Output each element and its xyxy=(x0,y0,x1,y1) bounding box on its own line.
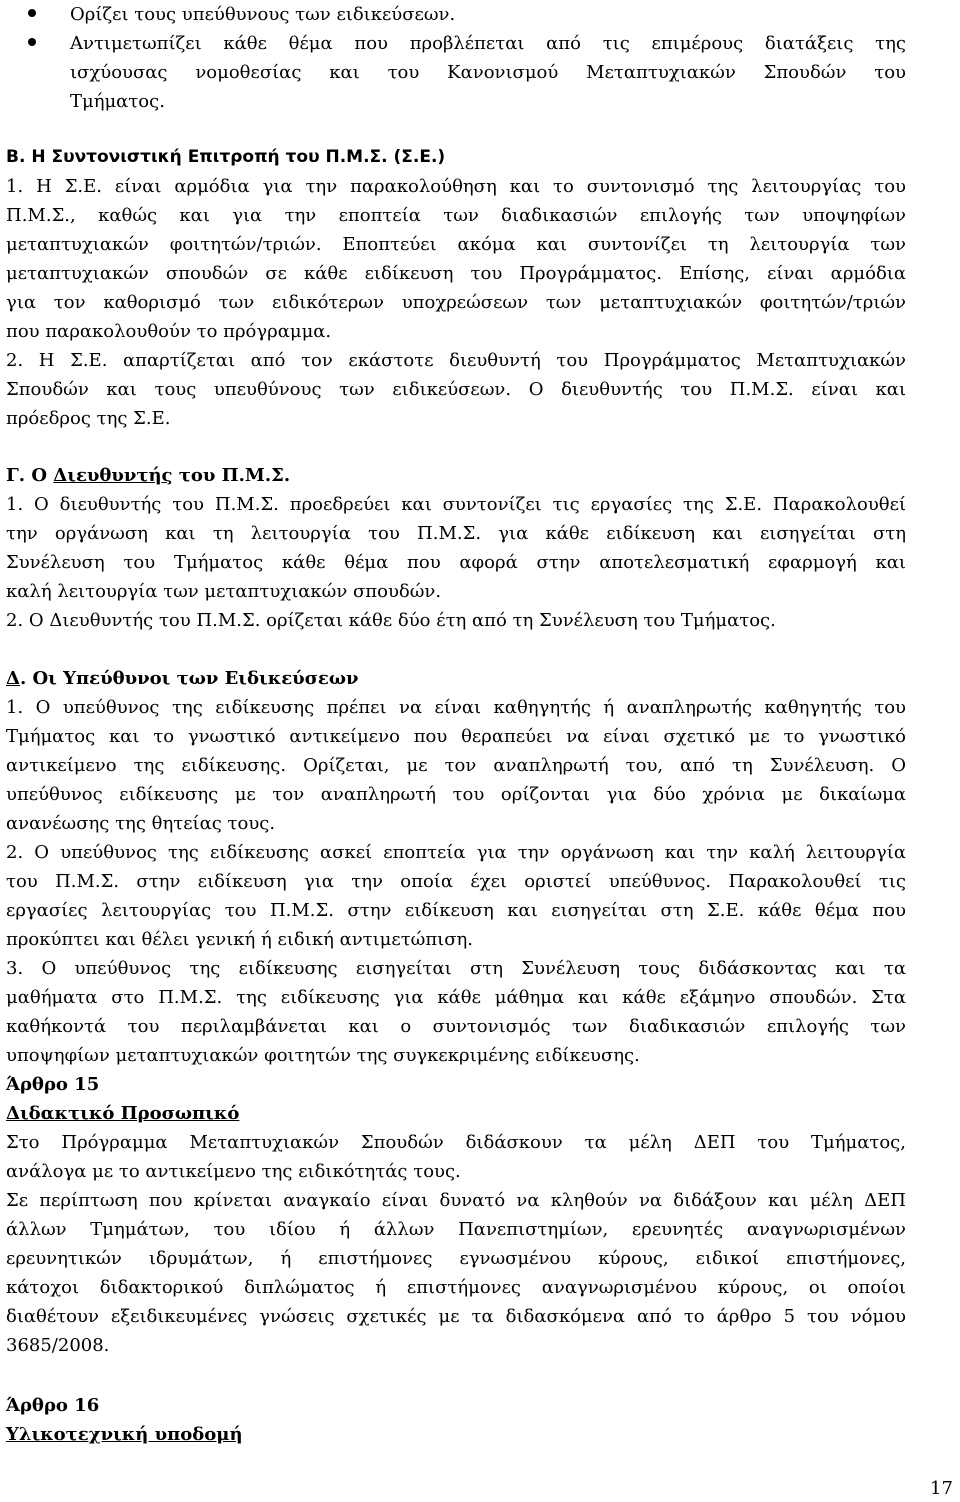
section-g-heading: Γ. Ο Διευθυντής του Π.Μ.Σ. xyxy=(6,465,291,486)
paragraph-line: Π.Μ.Σ., καθώς και για την εποπτεία των διαδικασιών επιλογής των υποψηφίων xyxy=(6,205,906,226)
article-15-subtitle: Διδακτικό Προσωπικό xyxy=(6,1103,240,1124)
paragraph-line: Σε περίπτωση που κρίνεται αναγκαίο είναι δυνατό να κληθούν να διδάξουν και μέλη ΔΕΠ xyxy=(6,1190,906,1211)
paragraph-line: Τμήματος και το γνωστικό αντικείμενο που θεραπεύει να είναι σχετικό με το γνωστικό xyxy=(6,726,906,747)
paragraph-line: Συνέλευση του Τμήματος κάθε θέμα που αφορά στην αποτελεσματική εφαρμογή και xyxy=(6,552,906,573)
paragraph-line: ανάλογα με το αντικείμενο της ειδικότητάς τους. xyxy=(6,1161,461,1182)
paragraph-line: 2. Ο υπεύθυνος της ειδίκευσης ασκεί εποπτεία για την οργάνωση και την καλή λειτουργία xyxy=(6,842,906,863)
paragraph-line: μεταπτυχιακών σπουδών σε κάθε ειδίκευση του Προγράμματος. Επίσης, είναι αρμόδια xyxy=(6,263,906,284)
paragraph-line: Στο Πρόγραμμα Μεταπτυχιακών Σπουδών διδάσκουν τα μέλη ΔΕΠ του Τμήματος, xyxy=(6,1132,906,1153)
paragraph-line: 2. Ο Διευθυντής του Π.Μ.Σ. ορίζεται κάθε δύο έτη από τη Συνέλευση του Τμήματος. xyxy=(6,610,776,631)
paragraph-line: καλή λειτουργία των μεταπτυχιακών σπουδών. xyxy=(6,581,442,602)
paragraph-line: 2. Η Σ.Ε. απαρτίζεται από τον εκάστοτε διευθυντή του Προγράμματος Μεταπτυχιακών xyxy=(6,350,906,371)
paragraph-line: πρόεδρος της Σ.Ε. xyxy=(6,408,171,429)
paragraph-line: την οργάνωση και τη λειτουργία του Π.Μ.Σ. για κάθε ειδίκευση και εισηγείται στη xyxy=(6,523,906,544)
paragraph-line: άλλων Τμημάτων, του ιδίου ή άλλων Πανεπιστημίων, ερευνητές αναγνωρισμένων xyxy=(6,1219,906,1240)
bullet-item-2-line-1: Αντιμετωπίζει κάθε θέμα που προβλέπεται από τις επιμέρους διατάξεις της xyxy=(70,33,906,54)
paragraph-line: 1. Ο διευθυντής του Π.Μ.Σ. προεδρεύει και συντονίζει τις εργασίες της Σ.Ε. Παρακολουθεί xyxy=(6,494,906,515)
paragraph-line: 3. Ο υπεύθυνος της ειδίκευσης εισηγείται στη Συνέλευση τους διδάσκοντας και τα xyxy=(6,958,906,979)
section-d-heading: Δ. Οι Υπεύθυνοι των Ειδικεύσεων xyxy=(6,668,359,689)
paragraph-line: του Π.Μ.Σ. στην ειδίκευση για την οποία έχει οριστεί υπεύθυνος. Παρακολουθεί τις xyxy=(6,871,906,892)
paragraph-line: υποψηφίων μεταπτυχιακών φοιτητών της συγκεκριμένης ειδίκευσης. xyxy=(6,1045,640,1066)
paragraph-line: μαθήματα στο Π.Μ.Σ. της ειδίκευσης για κάθε μάθημα και κάθε εξάμηνο σπουδών. Στα xyxy=(6,987,906,1008)
section-b-heading: Β. Η Συντονιστική Επιτροπή του Π.Μ.Σ. (Σ.Ε.) xyxy=(6,147,446,167)
paragraph-line: διαθέτουν εξειδικευμένες γνώσεις σχετικές με τα διδασκόμενα από το άρθρο 5 του νόμου xyxy=(6,1306,906,1327)
paragraph-line: που παρακολουθούν το πρόγραμμα. xyxy=(6,321,332,342)
paragraph-line: μεταπτυχιακών φοιτητών/τριών. Εποπτεύει ακόμα και συντονίζει τη λειτουργία των xyxy=(6,234,906,255)
paragraph-line: Σπουδών και τους υπευθύνους των ειδικεύσεων. Ο διευθυντής του Π.Μ.Σ. είναι και xyxy=(6,379,906,400)
paragraph-line: ανανέωσης της θητείας τους. xyxy=(6,813,276,834)
bullet-item-2-line-2: ισχύουσας νομοθεσίας και του Κανονισμού Μεταπτυχιακών Σπουδών του xyxy=(70,62,906,83)
paragraph-line: καθήκοντά του περιλαμβάνεται και ο συντονισμός των διαδικασιών επιλογής των xyxy=(6,1016,906,1037)
paragraph-line: αντικείμενο της ειδίκευσης. Ορίζεται, με τον αναπληρωτή του, από τη Συνέλευση. Ο xyxy=(6,755,906,776)
article-16-subtitle: Υλικοτεχνική υποδομή xyxy=(6,1424,243,1445)
paragraph-line: κάτοχοι διδακτορικού διπλώματος ή επιστήμονες αναγνωρισμένου κύρους, οι οποίοι xyxy=(6,1277,906,1298)
bullet-dot xyxy=(28,38,36,46)
bullet-dot xyxy=(28,9,36,17)
bullet-item-2-line-3: Τμήματος. xyxy=(70,91,165,112)
bullet-item-1: Ορίζει τους υπεύθυνους των ειδικεύσεων. xyxy=(70,4,456,25)
article-15-title: Άρθρο 15 xyxy=(6,1074,100,1095)
paragraph-line: 1. Ο υπεύθυνος της ειδίκευσης πρέπει να είναι καθηγητής ή αναπληρωτής καθηγητής του xyxy=(6,697,906,718)
paragraph-line: 1. Η Σ.Ε. είναι αρμόδια για την παρακολούθηση και το συντονισμό της λειτουργίας του xyxy=(6,176,906,197)
paragraph-line: προκύπτει και θέλει γενική ή ειδική αντιμετώπιση. xyxy=(6,929,474,950)
paragraph-line: ερευνητικών ιδρυμάτων, ή επιστήμονες εγνωσμένου κύρους, ειδικοί επιστήμονες, xyxy=(6,1248,906,1269)
paragraph-line: 3685/2008. xyxy=(6,1335,110,1356)
paragraph-line: εργασίες λειτουργίας του Π.Μ.Σ. στην ειδίκευση και εισηγείται στη Σ.Ε. κάθε θέμα που xyxy=(6,900,906,921)
article-16-title: Άρθρο 16 xyxy=(6,1395,100,1416)
page-number: 17 xyxy=(930,1478,953,1499)
paragraph-line: για τον καθορισμό των ειδικότερων υποχρεώσεων των μεταπτυχιακών φοιτητών/τριών xyxy=(6,292,906,313)
paragraph-line: υπεύθυνος ειδίκευσης με τον αναπληρωτή του ορίζονται για δύο χρόνια με δικαίωμα xyxy=(6,784,906,805)
